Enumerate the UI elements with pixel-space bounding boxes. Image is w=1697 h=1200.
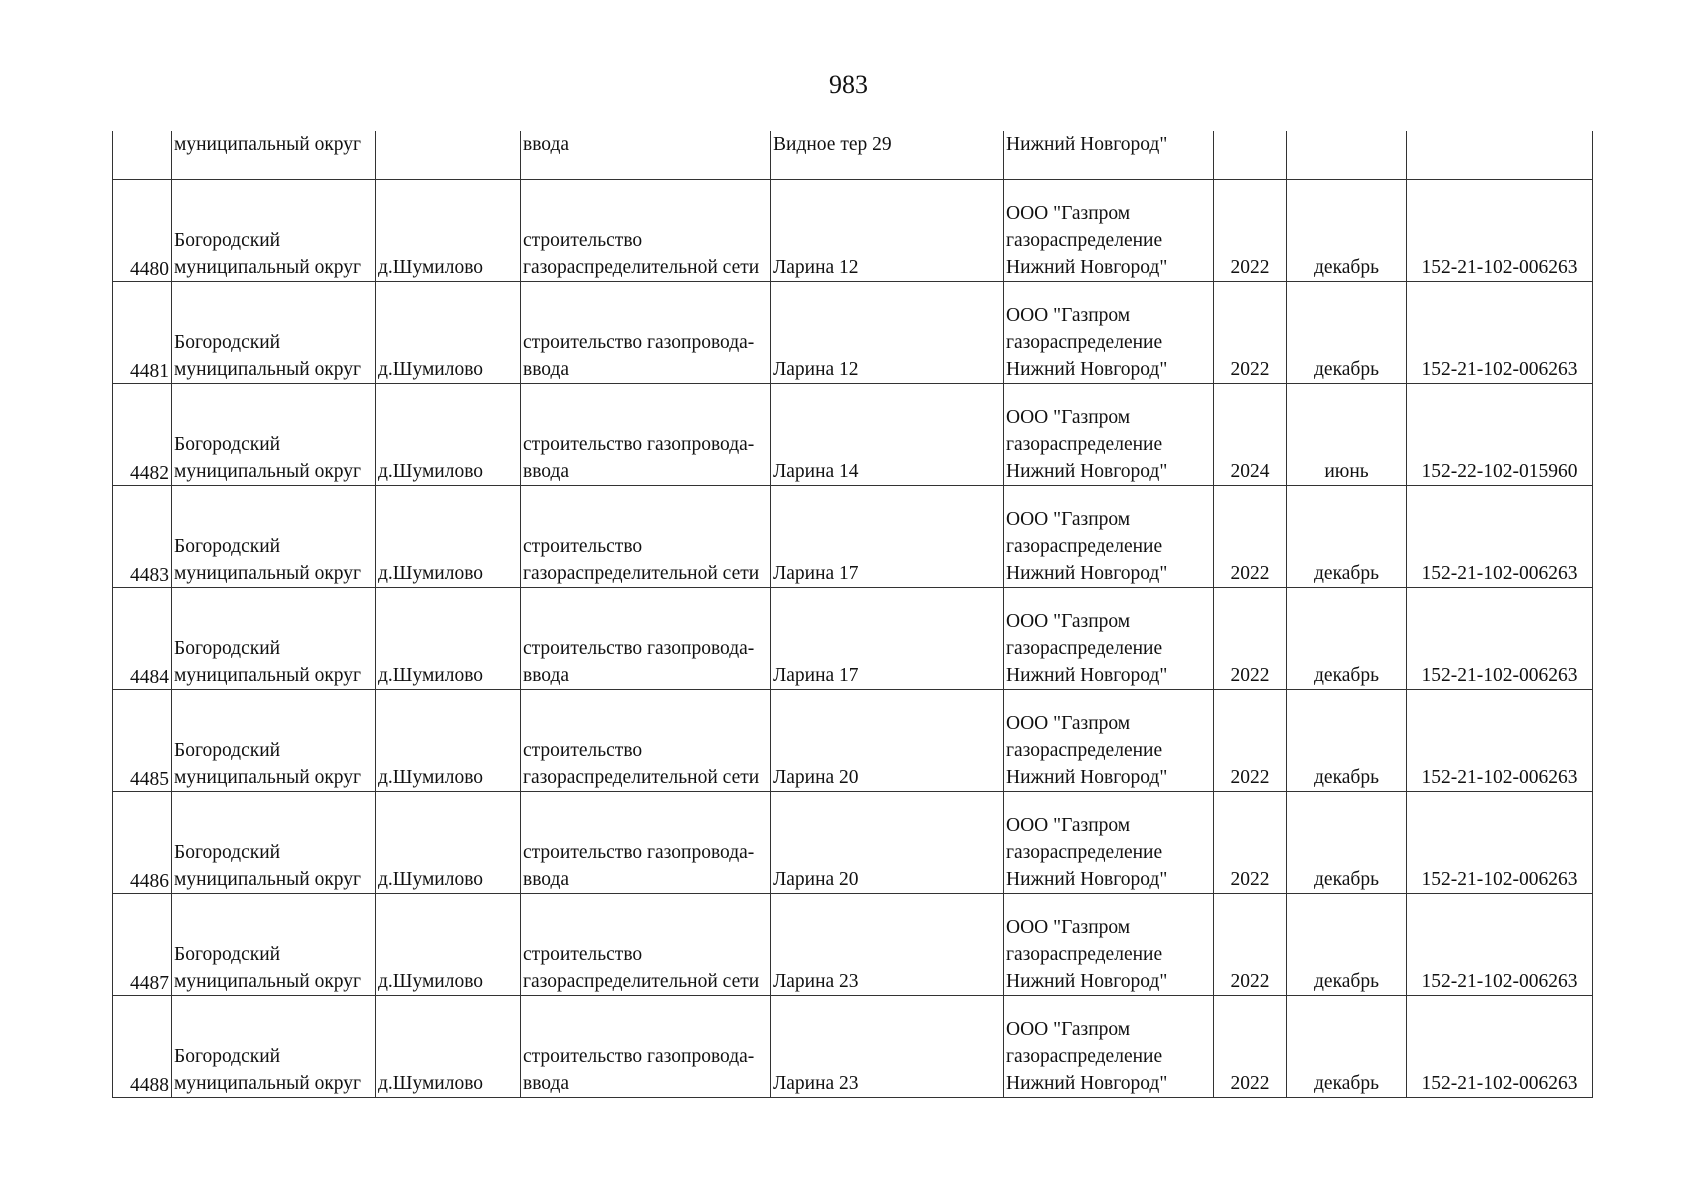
org-line-2: газораспределение: [1006, 842, 1163, 863]
month-cell: декабрь: [1287, 486, 1407, 588]
month-cell: декабрь: [1287, 282, 1407, 384]
organization-cell: Нижний Новгород": [1004, 131, 1214, 180]
work-line-1: строительство газопровода-: [523, 842, 755, 863]
work-line-1: строительство газопровода-: [523, 638, 755, 659]
table-row: [113, 180, 1593, 282]
district-line-1: Богородский: [174, 332, 281, 353]
organization-cell: [1004, 384, 1214, 486]
code-cell: 152-21-102-006263: [1407, 792, 1593, 894]
row-number: 4488: [113, 996, 172, 1098]
district-line-1: Богородский: [174, 638, 281, 659]
code-cell: 152-21-102-006263: [1407, 486, 1593, 588]
table-row: [113, 792, 1593, 894]
district-cell: [172, 384, 376, 486]
organization-cell: [1004, 486, 1214, 588]
work-line-2: ввода: [523, 461, 570, 482]
district-line-2: муниципальный округ: [174, 563, 362, 584]
district-line-1: Богородский: [174, 944, 281, 965]
locality-cell: [376, 131, 521, 180]
locality-cell: д.Шумилово: [376, 486, 521, 588]
row-number: 4487: [113, 894, 172, 996]
year-cell: 2022: [1214, 282, 1287, 384]
org-line-1: ООО "Газпром: [1006, 509, 1131, 530]
table-row: [113, 588, 1593, 690]
work-line-2: ввода: [523, 665, 570, 686]
work-line-2: ввода: [523, 1073, 570, 1094]
gas-registry-table: [112, 131, 1593, 1098]
district-line-2: муниципальный округ: [174, 1073, 362, 1094]
table-row: [113, 894, 1593, 996]
locality-cell: д.Шумилово: [376, 792, 521, 894]
org-line-1: ООО "Газпром: [1006, 815, 1131, 836]
table-row: [113, 690, 1593, 792]
month-cell: декабрь: [1287, 588, 1407, 690]
code-cell: 152-21-102-006263: [1407, 282, 1593, 384]
district-line-1: Богородский: [174, 842, 281, 863]
address-cell: Ларина 23: [771, 894, 1004, 996]
num-cell: [113, 131, 172, 180]
org-line-3: Нижний Новгород": [1006, 869, 1168, 890]
work-cell: [521, 996, 771, 1098]
work-cell: [521, 690, 771, 792]
locality-cell: д.Шумилово: [376, 180, 521, 282]
year-cell: [1214, 131, 1287, 180]
district-line-1: Богородский: [174, 1046, 281, 1067]
org-line-3: Нижний Новгород": [1006, 767, 1168, 788]
org-line-1: ООО "Газпром: [1006, 305, 1131, 326]
address-cell: Ларина 20: [771, 690, 1004, 792]
address-cell: Ларина 12: [771, 180, 1004, 282]
org-line-3: Нижний Новгород": [1006, 665, 1168, 686]
district-line-1: Богородский: [174, 740, 281, 761]
district-cell: [172, 486, 376, 588]
work-line-1: строительство газопровода-: [523, 434, 755, 455]
district-cell: муниципальный округ: [172, 131, 376, 180]
continuation-row: [113, 131, 1593, 180]
address-cell: Ларина 17: [771, 486, 1004, 588]
code-cell: 152-21-102-006263: [1407, 996, 1593, 1098]
work-line-1: строительство: [523, 944, 643, 965]
organization-cell: [1004, 894, 1214, 996]
org-line-2: газораспределение: [1006, 230, 1163, 251]
org-line-1: ООО "Газпром: [1006, 713, 1131, 734]
table-row: [113, 282, 1593, 384]
work-line-1: строительство: [523, 536, 643, 557]
locality-cell: д.Шумилово: [376, 894, 521, 996]
organization-cell: [1004, 792, 1214, 894]
district-line-2: муниципальный округ: [174, 359, 362, 380]
district-cell: [172, 180, 376, 282]
year-cell: 2024: [1214, 384, 1287, 486]
org-line-3: Нижний Новгород": [1006, 257, 1168, 278]
org-line-1: ООО "Газпром: [1006, 611, 1131, 632]
organization-cell: [1004, 282, 1214, 384]
locality-cell: д.Шумилово: [376, 282, 521, 384]
district-cell: [172, 282, 376, 384]
district-line-2: муниципальный округ: [174, 665, 362, 686]
month-cell: декабрь: [1287, 180, 1407, 282]
locality-cell: д.Шумилово: [376, 690, 521, 792]
district-line-2: муниципальный округ: [174, 767, 362, 788]
work-line-1: строительство газопровода-: [523, 1046, 755, 1067]
address-cell: Видное тер 29: [771, 131, 1004, 180]
code-cell: 152-21-102-006263: [1407, 180, 1593, 282]
work-line-2: газораспределительной сети: [523, 257, 760, 278]
org-line-1: ООО "Газпром: [1006, 917, 1131, 938]
year-cell: 2022: [1214, 690, 1287, 792]
address-cell: Ларина 23: [771, 996, 1004, 1098]
address-cell: Ларина 17: [771, 588, 1004, 690]
org-line-3: Нижний Новгород": [1006, 359, 1168, 380]
organization-cell: [1004, 996, 1214, 1098]
org-line-2: газораспределение: [1006, 536, 1163, 557]
row-number: 4480: [113, 180, 172, 282]
work-line-2: газораспределительной сети: [523, 563, 760, 584]
year-cell: 2022: [1214, 486, 1287, 588]
table-row: [113, 996, 1593, 1098]
district-line-1: Богородский: [174, 536, 281, 557]
address-cell: Ларина 20: [771, 792, 1004, 894]
district-line-2: муниципальный округ: [174, 869, 362, 890]
address-cell: Ларина 14: [771, 384, 1004, 486]
work-cell: [521, 180, 771, 282]
row-number: 4482: [113, 384, 172, 486]
year-cell: 2022: [1214, 180, 1287, 282]
work-line-2: газораспределительной сети: [523, 767, 760, 788]
org-line-1: ООО "Газпром: [1006, 1019, 1131, 1040]
month-cell: декабрь: [1287, 792, 1407, 894]
locality-cell: д.Шумилово: [376, 384, 521, 486]
month-cell: декабрь: [1287, 894, 1407, 996]
row-number: 4486: [113, 792, 172, 894]
organization-cell: [1004, 690, 1214, 792]
work-cell: [521, 486, 771, 588]
work-cell: [521, 792, 771, 894]
code-cell: 152-21-102-006263: [1407, 894, 1593, 996]
work-line-1: строительство: [523, 230, 643, 251]
organization-cell: [1004, 180, 1214, 282]
district-cell: [172, 894, 376, 996]
work-line-2: ввода: [523, 359, 570, 380]
row-number: 4484: [113, 588, 172, 690]
work-line-1: строительство: [523, 740, 643, 761]
district-line-1: Богородский: [174, 434, 281, 455]
month-cell: июнь: [1287, 384, 1407, 486]
month-cell: декабрь: [1287, 690, 1407, 792]
page-number: 983: [829, 70, 868, 99]
org-line-2: газораспределение: [1006, 638, 1163, 659]
org-line-2: газораспределение: [1006, 1046, 1163, 1067]
work-cell: [521, 588, 771, 690]
month-cell: [1287, 131, 1407, 180]
org-line-2: газораспределение: [1006, 434, 1163, 455]
code-cell: [1407, 131, 1593, 180]
row-number: 4485: [113, 690, 172, 792]
code-cell: 152-21-102-006263: [1407, 588, 1593, 690]
year-cell: 2022: [1214, 996, 1287, 1098]
year-cell: 2022: [1214, 894, 1287, 996]
work-line-2: ввода: [523, 869, 570, 890]
district-line-2: муниципальный округ: [174, 971, 362, 992]
work-cell: [521, 282, 771, 384]
address-cell: Ларина 12: [771, 282, 1004, 384]
code-cell: 152-21-102-006263: [1407, 690, 1593, 792]
organization-cell: [1004, 588, 1214, 690]
district-cell: [172, 690, 376, 792]
locality-cell: д.Шумилово: [376, 588, 521, 690]
work-cell: ввода: [521, 131, 771, 180]
table-row: [113, 486, 1593, 588]
table-row: [113, 384, 1593, 486]
org-line-1: ООО "Газпром: [1006, 203, 1131, 224]
district-line-2: муниципальный округ: [174, 461, 362, 482]
district-cell: [172, 792, 376, 894]
district-cell: [172, 588, 376, 690]
org-line-3: Нижний Новгород": [1006, 461, 1168, 482]
org-line-3: Нижний Новгород": [1006, 563, 1168, 584]
district-line-1: Богородский: [174, 230, 281, 251]
org-line-2: газораспределение: [1006, 332, 1163, 353]
org-line-3: Нижний Новгород": [1006, 1073, 1168, 1094]
work-cell: [521, 384, 771, 486]
locality-cell: д.Шумилово: [376, 996, 521, 1098]
row-number: 4481: [113, 282, 172, 384]
year-cell: 2022: [1214, 588, 1287, 690]
district-cell: [172, 996, 376, 1098]
month-cell: декабрь: [1287, 996, 1407, 1098]
work-line-1: строительство газопровода-: [523, 332, 755, 353]
org-line-2: газораспределение: [1006, 740, 1163, 761]
work-cell: [521, 894, 771, 996]
row-number: 4483: [113, 486, 172, 588]
year-cell: 2022: [1214, 792, 1287, 894]
work-line-2: газораспределительной сети: [523, 971, 760, 992]
code-cell: 152-22-102-015960: [1407, 384, 1593, 486]
org-line-3: Нижний Новгород": [1006, 971, 1168, 992]
org-line-2: газораспределение: [1006, 944, 1163, 965]
org-line-1: ООО "Газпром: [1006, 407, 1131, 428]
district-line-2: муниципальный округ: [174, 257, 362, 278]
